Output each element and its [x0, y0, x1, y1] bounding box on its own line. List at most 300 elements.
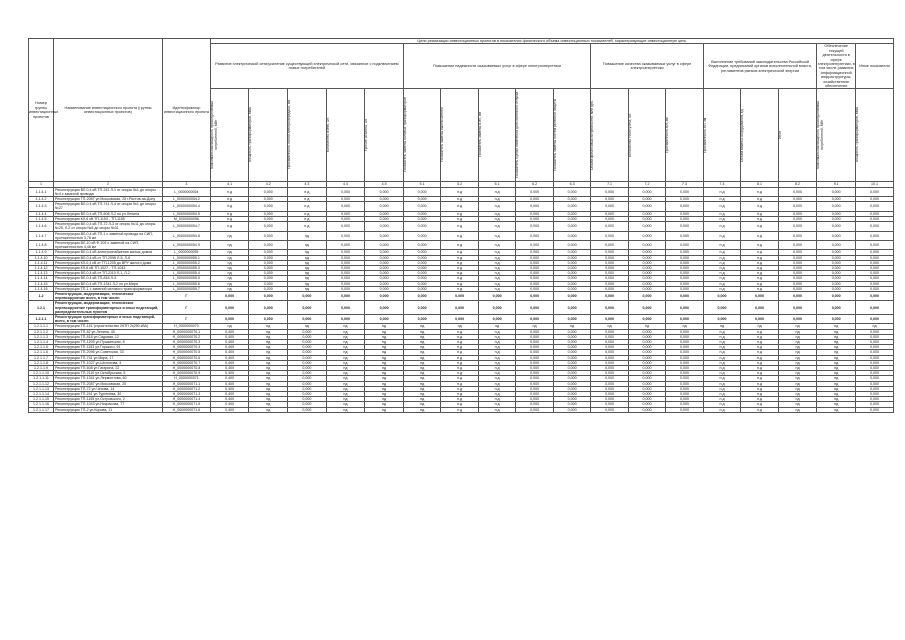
table-row: [29, 291, 894, 300]
row-number: 1.2.1.1.15: [29, 397, 54, 402]
row-value: нд: [249, 397, 288, 402]
row-id: H_0000000070.9: [163, 371, 211, 376]
row-id: Г: [163, 314, 211, 323]
row-name: Реконструкция ТП-72 ул.Чехова, 14: [53, 386, 162, 391]
column-code: 6.2: [516, 182, 553, 187]
row-value: 0,000: [591, 250, 628, 255]
row-value: н.д: [441, 360, 478, 365]
row-value: 0,000: [553, 216, 590, 221]
row-name: Реконструкция КЛ-6 кВ ТП-1153 - ТП-1155: [53, 216, 162, 221]
row-value: н.д: [478, 386, 515, 391]
row-value: 0,000: [703, 291, 740, 300]
row-value: нд: [365, 365, 404, 370]
row-value: н.д: [210, 211, 249, 216]
row-value: 0,000: [516, 407, 553, 412]
row-value: 0,000: [553, 376, 590, 381]
row-value: н.д: [441, 371, 478, 376]
row-value: нд: [856, 324, 894, 329]
row-value: 0,000: [403, 314, 440, 323]
row-value: нд: [778, 392, 817, 397]
row-value: нд: [403, 407, 440, 412]
row-value: нд: [403, 355, 440, 360]
row-name: Реконструкция ВЛ-0,4 кВ ТП-72 Л-3 от опоры №11 до опоры №25, Л-2 от опоры №8 до опоры №31: [53, 222, 162, 231]
row-value: нд: [365, 339, 404, 344]
row-value: 0,000: [326, 240, 365, 249]
row-value: н.д: [478, 402, 515, 407]
row-value: н.д: [478, 202, 515, 211]
row-value: 0,000: [249, 187, 288, 196]
row-value: 0,000: [403, 281, 440, 286]
row-value: 0,000: [516, 197, 553, 202]
row-value: 0,000: [365, 202, 404, 211]
row-value: 0,000: [553, 314, 590, 323]
row-value: 0,000: [591, 360, 628, 365]
row-value: 0,000: [666, 301, 703, 315]
row-value: 0,000: [856, 276, 894, 281]
row-value: 0,000: [553, 407, 590, 412]
vertical-label-text: Показатель замены выключателей: [440, 108, 445, 163]
row-value: 0,000: [591, 260, 628, 265]
row-value: 0,000: [553, 355, 590, 360]
row-value: н.д: [441, 281, 478, 286]
row-value: 0,400: [210, 386, 249, 391]
table-row: [29, 314, 894, 323]
row-value: нд: [403, 392, 440, 397]
row-value: 0,000: [856, 345, 894, 350]
row-value: 0,000: [591, 334, 628, 339]
row-id: H_0000000071.3: [163, 392, 211, 397]
row-value: 0,000: [403, 187, 440, 196]
row-value: н.д: [441, 197, 478, 202]
row-value: 0,000: [403, 271, 440, 276]
column-code: 4.4: [326, 182, 365, 187]
row-number: 1.2.1.1.16: [29, 402, 54, 407]
row-value: нд: [249, 345, 288, 350]
row-value: 0,000: [516, 334, 553, 339]
row-value: 0,000: [441, 291, 478, 300]
row-id: H_0000000071.2: [163, 386, 211, 391]
row-value: 0,000: [628, 314, 665, 323]
row-value: 0,000: [591, 211, 628, 216]
row-number: 1.2.1.1.13: [29, 386, 54, 391]
row-value: 0,400: [210, 407, 249, 412]
row-value: н.д: [741, 402, 778, 407]
row-value: 0,000: [553, 334, 590, 339]
row-value: 0,000: [856, 339, 894, 344]
row-value: 0,000: [288, 397, 327, 402]
row-value: 0,000: [817, 286, 856, 291]
row-value: 0,000: [288, 355, 327, 360]
row-value: 0,000: [817, 271, 856, 276]
row-value: 0,000: [628, 376, 665, 381]
row-value: н.д: [478, 381, 515, 386]
row-value: н.д: [441, 345, 478, 350]
row-id: L_0000000054.2: [163, 197, 211, 202]
row-value: 0,000: [856, 187, 894, 196]
row-value: 0,000: [591, 345, 628, 350]
row-name: Реконструкция КЛ-6 кВ ТП-1027 - ТП-1043: [53, 265, 162, 270]
row-value: 0,000: [628, 197, 665, 202]
row-value: н.д: [441, 329, 478, 334]
row-value: 0,000: [856, 202, 894, 211]
row-value: 0,000: [856, 386, 894, 391]
row-value: нд: [365, 355, 404, 360]
row-value: 0,000: [365, 281, 404, 286]
row-value: 0,000: [591, 222, 628, 231]
row-value: нд: [288, 265, 327, 270]
column-code: 4.5: [365, 182, 404, 187]
row-value: нд: [778, 345, 817, 350]
row-value: 0,000: [856, 231, 894, 240]
row-value: 0,000: [817, 276, 856, 281]
row-value: 0,000: [326, 187, 365, 196]
row-value: 0,000: [741, 301, 778, 315]
row-value: 0,000: [666, 202, 703, 211]
row-value: 0,000: [365, 250, 404, 255]
column-code: 2: [53, 182, 162, 187]
row-value: н.д: [703, 345, 740, 350]
row-value: 0,400: [210, 360, 249, 365]
row-value: 0,000: [516, 365, 553, 370]
row-value: 0,000: [778, 222, 817, 231]
row-value: 0,000: [628, 260, 665, 265]
row-number: 1.1.4.5: [29, 216, 54, 221]
row-value: 0,000: [249, 250, 288, 255]
column-code: 7.4: [703, 182, 740, 187]
row-value: 0,000: [591, 386, 628, 391]
row-value: 0,000: [778, 240, 817, 249]
row-value: н.д: [741, 231, 778, 240]
vertical-label-text: Объем финансовых потребностей, млн руб.: [590, 100, 595, 171]
row-value: 0,000: [516, 329, 553, 334]
row-id: H_0000000071: [163, 376, 211, 381]
row-value: 0,000: [591, 376, 628, 381]
row-value: 0,000: [326, 286, 365, 291]
row-value: н.д: [703, 265, 740, 270]
row-value: 0,000: [666, 329, 703, 334]
row-value: 0,000: [817, 314, 856, 323]
column-code: 7.2: [628, 182, 665, 187]
row-value: 0,000: [778, 281, 817, 286]
row-value: 0,000: [856, 216, 894, 221]
row-value: нд: [326, 402, 365, 407]
row-name: Реконструкция, модернизация, техническое перевооружение всего, в том числе:: [53, 291, 162, 300]
vertical-label-text: Максимальная мощность присоединяемых потребителей, МВт: [209, 101, 218, 170]
row-id: H_0000000070.8: [163, 365, 211, 370]
row-value: 0,000: [365, 197, 404, 202]
row-value: н.д: [441, 276, 478, 281]
row-value: н.д: [210, 202, 249, 211]
row-value: 0,000: [249, 197, 288, 202]
row-value: нд: [249, 355, 288, 360]
row-id: L_0000000054.7: [163, 222, 211, 231]
row-value: н.д: [288, 187, 327, 196]
row-value: н.д: [478, 281, 515, 286]
row-value: 0,000: [856, 371, 894, 376]
row-value: 0,000: [288, 350, 327, 355]
row-value: 0,000: [326, 211, 365, 216]
row-value: н.д: [741, 271, 778, 276]
row-number: 1.2.1.1.9: [29, 365, 54, 370]
column-code: 1: [29, 182, 54, 187]
row-id: H_0000000070.6: [163, 355, 211, 360]
row-value: 0,000: [553, 360, 590, 365]
row-value: 0,000: [516, 250, 553, 255]
row-value: 0,000: [288, 402, 327, 407]
row-value: нд: [817, 350, 856, 355]
row-number: 1.2.1.1: [29, 314, 54, 323]
row-value: 0,000: [326, 255, 365, 260]
row-name: Реконструкция ТП-2096 ул.Советская, 33: [53, 350, 162, 355]
vertical-column-label: [553, 89, 590, 182]
row-value: нд: [817, 376, 856, 381]
row-value: нд: [403, 386, 440, 391]
row-number: 1.2.1.1.1: [29, 324, 54, 329]
row-value: н.д: [478, 339, 515, 344]
vertical-column-label: [249, 89, 288, 182]
row-value: нд: [249, 329, 288, 334]
row-value: н.д: [478, 371, 515, 376]
row-value: 0,000: [817, 265, 856, 270]
row-value: н.д: [741, 211, 778, 216]
row-value: 0,000: [628, 392, 665, 397]
row-value: нд: [365, 360, 404, 365]
row-value: нд: [365, 402, 404, 407]
column-code: 6.1: [478, 182, 515, 187]
row-value: нд: [365, 397, 404, 402]
column-code: 9.1: [817, 182, 856, 187]
row-value: нд: [210, 240, 249, 249]
row-value: 0,000: [856, 355, 894, 360]
row-id: H_0000000070.3: [163, 339, 211, 344]
row-value: 0,000: [249, 286, 288, 291]
vertical-label-text: Иное: [777, 131, 782, 140]
row-id: H_0000000071.6: [163, 407, 211, 412]
row-name: Реконструкция, модернизация, техническое перевооружение трансформаторных и иных подстанций, распределительных пунктов: [53, 301, 162, 315]
row-value: 0,000: [591, 381, 628, 386]
row-value: 0,000: [553, 276, 590, 281]
row-value: 0,000: [591, 301, 628, 315]
row-value: 0,000: [365, 231, 404, 240]
vertical-column-label: [210, 89, 249, 182]
row-value: нд: [778, 334, 817, 339]
row-number: 1.1.4.13: [29, 271, 54, 276]
row-value: 0,400: [210, 392, 249, 397]
row-value: 0,000: [249, 301, 288, 315]
row-value: нд: [817, 371, 856, 376]
row-value: н.д: [741, 407, 778, 412]
row-value: 0,000: [856, 334, 894, 339]
row-value: 0,000: [288, 407, 327, 412]
row-value: 0,000: [403, 211, 440, 216]
row-value: 0,000: [553, 240, 590, 249]
vertical-column-label: [403, 89, 440, 182]
row-value: 0,000: [403, 222, 440, 231]
vertical-column-label: [778, 89, 817, 182]
row-value: 0,000: [628, 345, 665, 350]
row-value: н.д: [741, 350, 778, 355]
row-value: 0,000: [591, 314, 628, 323]
row-value: 0,000: [288, 345, 327, 350]
row-value: нд: [778, 355, 817, 360]
row-value: нд: [778, 350, 817, 355]
row-value: нд: [403, 350, 440, 355]
row-value: 0,000: [553, 350, 590, 355]
row-name: Реконструкция ТП-818 ул.Садовая, 12: [53, 334, 162, 339]
vertical-column-label: [817, 89, 856, 182]
vertical-label-text: Показатель замены ЛЭП, км: [477, 113, 482, 158]
row-value: 0,000: [516, 376, 553, 381]
vertical-column-label: [856, 89, 894, 182]
row-name: Реконструкция ВЛ-0,4 кВ от ТП-2110 Л-1, Л-2: [53, 271, 162, 276]
row-value: 0,000: [516, 360, 553, 365]
row-value: 0,000: [628, 291, 665, 300]
row-value: 0,000: [326, 231, 365, 240]
group3-header: Повышение качества оказываемых услуг в сфере электроэнергетики: [591, 44, 703, 89]
row-value: 0,000: [591, 197, 628, 202]
row-value: 0,000: [553, 255, 590, 260]
row-value: 0,000: [249, 314, 288, 323]
row-value: н.д: [703, 397, 740, 402]
row-value: н.д: [478, 286, 515, 291]
column-code: 6.3: [553, 182, 590, 187]
row-value: 0,000: [778, 255, 817, 260]
row-value: н.д: [478, 345, 515, 350]
row-value: н.д: [703, 286, 740, 291]
row-value: 0,000: [778, 276, 817, 281]
vertical-column-label: [591, 89, 628, 182]
row-value: 0,000: [249, 202, 288, 211]
row-id: H_0000000070.7: [163, 360, 211, 365]
row-value: 0,000: [628, 329, 665, 334]
row-value: 0,000: [478, 301, 515, 315]
row-value: 0,000: [553, 345, 590, 350]
row-value: н.д: [441, 392, 478, 397]
row-value: н.д: [741, 365, 778, 370]
row-value: 0,000: [628, 265, 665, 270]
row-value: н.д: [703, 329, 740, 334]
row-value: н.д: [441, 222, 478, 231]
row-number: 1.2.1.1.8: [29, 360, 54, 365]
col-name-header: Наименование инвестиционного проекта (группы инвестиционных проектов): [53, 39, 162, 182]
row-value: нд: [326, 386, 365, 391]
row-number: 1.2.1.1.14: [29, 392, 54, 397]
row-value: нд: [817, 324, 856, 329]
row-value: 0,000: [249, 291, 288, 300]
row-value: н.д: [441, 202, 478, 211]
row-value: 0,000: [553, 329, 590, 334]
row-number: 1.1.4.15: [29, 281, 54, 286]
row-value: 0,000: [553, 281, 590, 286]
row-value: 0,000: [326, 301, 365, 315]
row-value: 0,000: [591, 276, 628, 281]
table-row: [29, 222, 894, 231]
row-value: 0,000: [666, 386, 703, 391]
row-value: 0,000: [516, 281, 553, 286]
row-value: 0,000: [591, 286, 628, 291]
row-value: 0,000: [591, 371, 628, 376]
row-value: 0,000: [666, 339, 703, 344]
row-value: нд: [817, 381, 856, 386]
row-value: н.д: [741, 360, 778, 365]
row-value: 0,000: [288, 291, 327, 300]
row-value: 0,000: [778, 187, 817, 196]
row-value: 0,000: [666, 265, 703, 270]
row-value: 0,000: [856, 301, 894, 315]
row-value: нд: [288, 260, 327, 265]
row-name: Реконструкция ТП-1153 ул.Горького, 91: [53, 345, 162, 350]
row-value: 0,000: [249, 222, 288, 231]
row-value: 0,000: [591, 392, 628, 397]
row-value: 0,000: [666, 211, 703, 216]
row-value: 0,000: [210, 314, 249, 323]
row-value: 0,000: [441, 301, 478, 315]
row-value: 0,000: [326, 216, 365, 221]
row-number: 1.2.1.1.17: [29, 407, 54, 412]
row-value: нд: [817, 329, 856, 334]
row-value: 0,000: [403, 276, 440, 281]
row-value: 0,400: [210, 365, 249, 370]
row-value: 0,000: [856, 197, 894, 202]
column-code: 4.2: [249, 182, 288, 187]
row-value: нд: [249, 407, 288, 412]
row-value: 0,000: [365, 291, 404, 300]
row-value: 0,000: [591, 265, 628, 270]
row-value: 0,000: [553, 231, 590, 240]
row-value: н.д: [703, 211, 740, 216]
group2-header: Повышение надежности оказываемых услуг в сфере электроэнергетики: [403, 44, 590, 89]
row-value: 0,000: [817, 211, 856, 216]
row-value: 0,000: [249, 271, 288, 276]
row-value: н.д: [703, 402, 740, 407]
row-id: L_0000000055.4: [163, 271, 211, 276]
row-value: 0,000: [628, 286, 665, 291]
row-value: н.д: [741, 381, 778, 386]
row-value: 0,000: [817, 222, 856, 231]
row-value: 0,000: [326, 265, 365, 270]
row-value: 0,000: [628, 301, 665, 315]
row-value: 0,000: [628, 407, 665, 412]
row-number: 1.2.1.1.3: [29, 334, 54, 339]
row-id: L_0000000054.9: [163, 240, 211, 249]
row-value: 0,000: [628, 281, 665, 286]
row-value: нд: [403, 329, 440, 334]
vertical-column-label: [666, 89, 703, 182]
row-id: L_0000000055.3: [163, 265, 211, 270]
row-value: н.д: [441, 231, 478, 240]
row-value: 0,000: [441, 314, 478, 323]
row-value: н.д: [441, 260, 478, 265]
row-value: 0,000: [778, 286, 817, 291]
row-value: 0,000: [553, 286, 590, 291]
row-id: H_0000000070.1: [163, 329, 211, 334]
row-value: 0,000: [628, 240, 665, 249]
row-value: 0,000: [326, 291, 365, 300]
vertical-label-text: Мощность трансформаторов, МВА: [855, 108, 859, 163]
row-value: нд: [326, 371, 365, 376]
row-value: н.д: [741, 265, 778, 270]
row-name: Реконструкция ТП-741 ул.Мира, 17: [53, 355, 162, 360]
row-value: 0,000: [666, 360, 703, 365]
row-value: 0,000: [778, 216, 817, 221]
table-row: [29, 187, 894, 196]
row-value: н.д: [478, 329, 515, 334]
row-value: нд: [365, 407, 404, 412]
row-value: 0,000: [856, 360, 894, 365]
row-id: L_0000000055: [163, 250, 211, 255]
row-value: нд: [326, 392, 365, 397]
row-value: нд: [288, 286, 327, 291]
